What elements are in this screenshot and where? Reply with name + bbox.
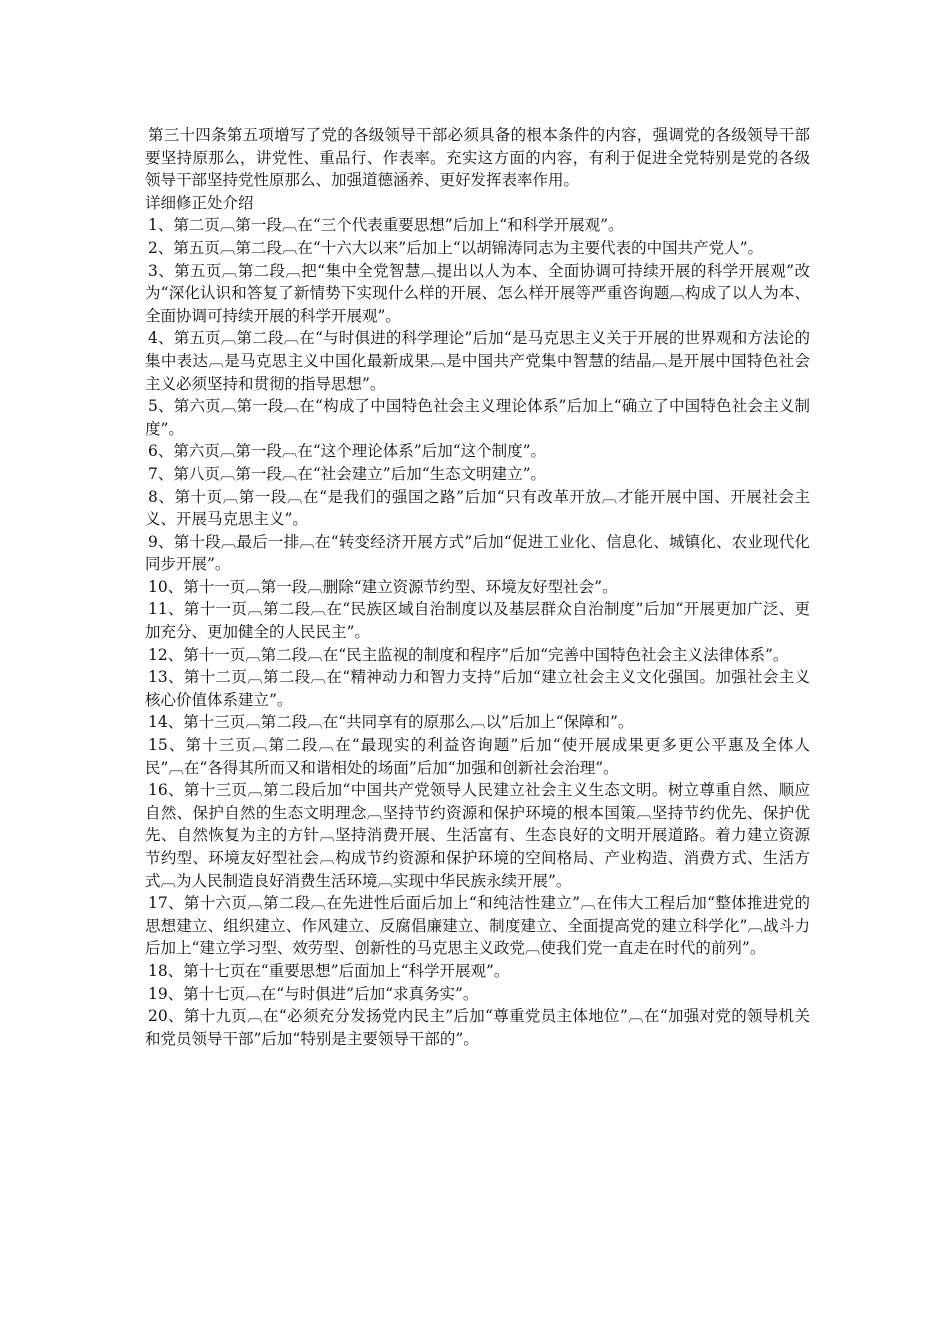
list-item: 14、第十三页︹第二段︹在“共同享有的原那么︹以”后加上“保障和”。	[148, 713, 634, 732]
list-item: 9、第十段︹最后一排︹在“转变经济开展方式”后加“促进工业化、信息化、城镇化、农业现代化同步开展”。	[145, 532, 810, 574]
list-item: 7、第八页︹第一段︹在“社会建立”后加“生态文明建立”。	[148, 464, 547, 483]
list-item: 11、第十一页︹第二段︹在“民族区域自治制度以及基层群众自治制度”后加“开展更加广泛、更加充分、更加健全的人民民主”。	[145, 600, 810, 642]
list-item: 13、第十二页︹第二段︹在“精神动力和智力支持”后加“建立社会主义文化强国。加强社会主义核心价值体系建立”。	[145, 668, 810, 709]
list-item: 17、第十六页︹第二段︹在先进性后面后加上“和纯洁性建立”︹在伟大工程后加“整体推进党的思想建立、组织建立、作风建立、反腐倡廉建立、制度建立、全面提高党的建立科学化”︹战斗力后加上“建立学习型、效劳型、创新性的马克思主义政党︹使我们党一直走在时代的前列”。	[145, 894, 810, 958]
list-item: 5、第六页︹第一段︹在“构成了中国特色社会主义理论体系”后加上“确立了中国特色社会主义制度”。	[145, 397, 810, 438]
intro-paragraph: 第三十四条第五项增写了党的各级领导干部必须具备的根本条件的内容，强调党的各级领导干部要坚持原那么，讲党性、重品行、作表率。充实这方面的内容，有利于促进全党特别是党的各级领导干部坚持党性原那么、加强道德涵养、更好发挥表率作用。	[145, 126, 810, 190]
list-item: 1、第二页︹第一段︹在“三个代表重要思想”后加上“和科学开展观”。	[148, 216, 624, 235]
list-item: 16、第十三页︹第二段后加“中国共产党领导人民建立社会主义生态文明。树立尊重自然、顺应自然、保护自然的生态文明理念︹坚持节约资源和保护环境的根本国策︹坚持节约优先、保护优先、自然恢复为主的方针︹坚持消费开展、生活富有、生态良好的文明开展道路。着力建立资源节约型、环境友好型社会︹构成节约资源和保护环境的空间格局、产业构造、消费方式、生活方式︹为人民制造良好消费生活环境︹实现中华民族永续开展”。	[145, 781, 810, 890]
list-item: 18、第十七页在“重要思想”后面加上“科学开展观”。	[148, 961, 510, 980]
list-item: 12、第十一页︹第二段︹在“民主监视的制度和程序”后加“完善中国特色社会主义法律体系”。	[148, 645, 789, 664]
list-item: 3、第五页︹第二段︹把“集中全党智慧︹提出以人为本、全面协调可持续开展的科学开展观”改为“深化认识和答复了新情势下实现什么样的开展、怎么样开展等严重咨询题︹构成了以人为本、全面协调可持续开展的科学开展观”。	[145, 261, 810, 325]
list-item: 19、第十七页︹在“与时俱进”后加“求真务实”。	[148, 984, 479, 1003]
list-item: 8、第十页︹第一段︹在“是我们的强国之路”后加“只有改革开放︹才能开展中国、开展社会主义、开展马克思主义”。	[145, 487, 810, 529]
list-item: 20、第十九页︹在“必须充分发扬党内民主”后加“尊重党员主体地位”︹在“加强对党的领导机关和党员领导干部”后加“特别是主要领导干部的”。	[145, 1007, 810, 1048]
list-item: 10、第十一页︹第一段︹删除“建立资源节约型、环境友好型社会”。	[148, 577, 618, 596]
list-item: 4、第五页︹第二段︹在“与时俱进的科学理论”后加“是马克思主义关于开展的世界观和方法论的集中表达︹是马克思主义中国化最新成果︹是中国共产党集中智慧的结晶︹是开展中国特色社会主义必须坚持和贯彻的指导思想”。	[145, 329, 810, 393]
list-item: 6、第六页︹第一段︹在“这个理论体系”后加“这个制度”。	[148, 442, 547, 461]
document-body	[145, 124, 810, 1050]
section-title: 详细修正处介绍	[145, 193, 254, 212]
list-item: 15、第十三页︹第二段︹在“最现实的利益咨询题”后加“使开展成果更多更公平惠及全体人民”︹在“各得其所而又和谐相处的场面”后加“加强和创新社会治理”。	[145, 736, 810, 777]
list-item: 2、第五页︹第二段︹在“十六大以来”后加上“以胡锦涛同志为主要代表的中国共产党人”。	[148, 238, 764, 257]
